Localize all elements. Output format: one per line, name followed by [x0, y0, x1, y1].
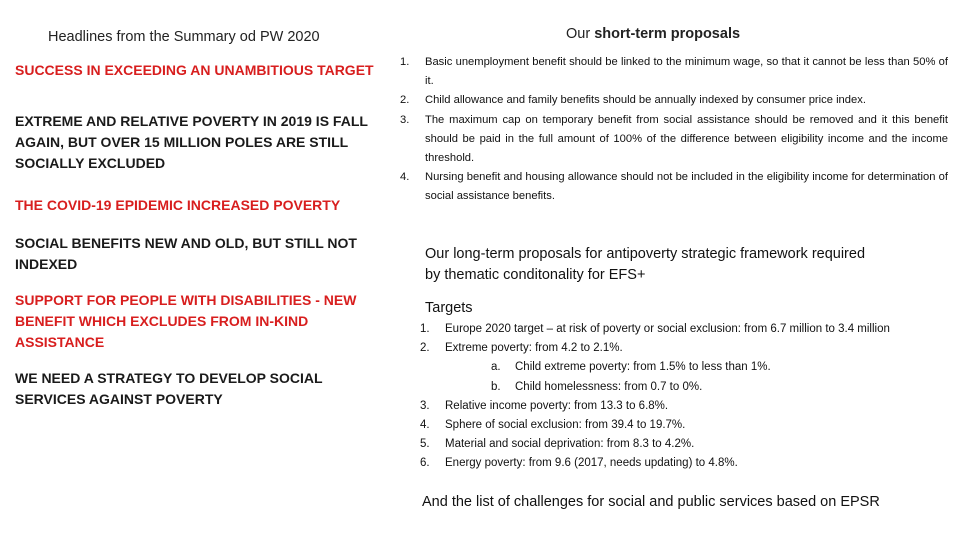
item-text: Nursing benefit and housing allowance should not be included in the eligibility income for determination of social assistance benefits. — [425, 171, 948, 203]
list-item — [420, 416, 950, 435]
item-text: Material and social deprivation: from 8.3 to 4.2%. — [445, 438, 695, 451]
left-title: Headlines from the Summary od PW 2020 — [48, 29, 320, 45]
short-term-title — [566, 26, 740, 42]
item-text: Basic unemployment benefit should be linked to the minimum wage, so that it cannot be less than 50% of it. — [425, 56, 948, 88]
item-text: Child extreme poverty: from 1.5% to less than 1%. — [515, 361, 771, 374]
item-text: The maximum cap on temporary benefit from social assistance should be removed and it this benefit should be paid in the full amount of 100% of the difference between eligibility income and the income threshold. — [425, 113, 948, 165]
headline-success: SUCCESS IN EXCEEDING AN UNAMBITIOUS TARGET — [15, 62, 374, 78]
long-term-title: Our long-term proposals for antipoverty strategic framework required by thematic conditonality for EFS+ — [425, 246, 866, 283]
list-item — [420, 435, 950, 454]
item-number: 1. — [400, 56, 410, 68]
list-item — [420, 339, 950, 397]
item-number: 1. — [420, 323, 430, 335]
list-item — [400, 168, 948, 206]
short-term-bold: short-term proposals — [594, 26, 741, 42]
sub-targets-list — [445, 358, 950, 396]
item-number: 2. — [420, 342, 430, 355]
list-item — [420, 397, 950, 416]
headline-social-benefits: SOCIAL BENEFITS NEW AND OLD, BUT STILL NOT INDEXED — [15, 235, 357, 272]
list-item — [400, 53, 948, 91]
item-text: Relative income poverty: from 13.3 to 6.8%. — [445, 399, 669, 412]
short-term-prefix: Our — [566, 26, 595, 42]
item-text: Europe 2020 target – at risk of poverty or social exclusion: from 6.7 million to 3.4 million — [445, 323, 890, 335]
item-number: 4. — [420, 419, 430, 432]
item-number: 3. — [420, 399, 430, 412]
item-number: 3. — [400, 113, 410, 126]
item-text: Energy poverty: from 9.6 (2017, needs updating) to 4.8%. — [445, 457, 738, 470]
headline-covid: THE COVID-19 EPIDEMIC INCREASED POVERTY — [15, 197, 341, 213]
list-item — [491, 358, 950, 377]
item-number: 4. — [400, 171, 410, 184]
headline-poverty-fall: EXTREME AND RELATIVE POVERTY IN 2019 IS FALL AGAIN, BUT OVER 15 MILLION POLES ARE STILL SOCIALLY EXCLUDED — [15, 113, 368, 171]
headline-disabilities: SUPPORT FOR PEOPLE WITH DISABILITIES - NEW BENEFIT WHICH EXCLUDES FROM IN-KIND ASSISTANCE — [15, 292, 357, 350]
headline-strategy: WE NEED A STRATEGY TO DEVELOP SOCIAL SERVICES AGAINST POVERTY — [15, 370, 323, 407]
item-text: Child allowance and family benefits should be annually indexed by consumer price index. — [425, 94, 866, 107]
list-item — [400, 91, 948, 110]
item-number: 6. — [420, 457, 430, 470]
footer-text: And the list of challenges for social and public services based on EPSR — [422, 494, 880, 510]
short-term-list — [400, 53, 948, 207]
list-item — [420, 320, 950, 339]
item-number: 2. — [400, 94, 410, 107]
item-number: b. — [491, 380, 501, 393]
targets-label: Targets — [425, 300, 473, 316]
list-item — [491, 378, 950, 397]
item-text: Child homelessness: from 0.7 to 0%. — [515, 380, 703, 393]
targets-list — [420, 320, 950, 474]
list-item — [400, 111, 948, 169]
item-text: Extreme poverty: from 4.2 to 2.1%. — [445, 342, 623, 355]
list-item — [420, 454, 950, 473]
item-number: 5. — [420, 438, 430, 451]
item-text: Sphere of social exclusion: from 39.4 to 19.7%. — [445, 419, 686, 432]
item-number: a. — [491, 361, 501, 374]
